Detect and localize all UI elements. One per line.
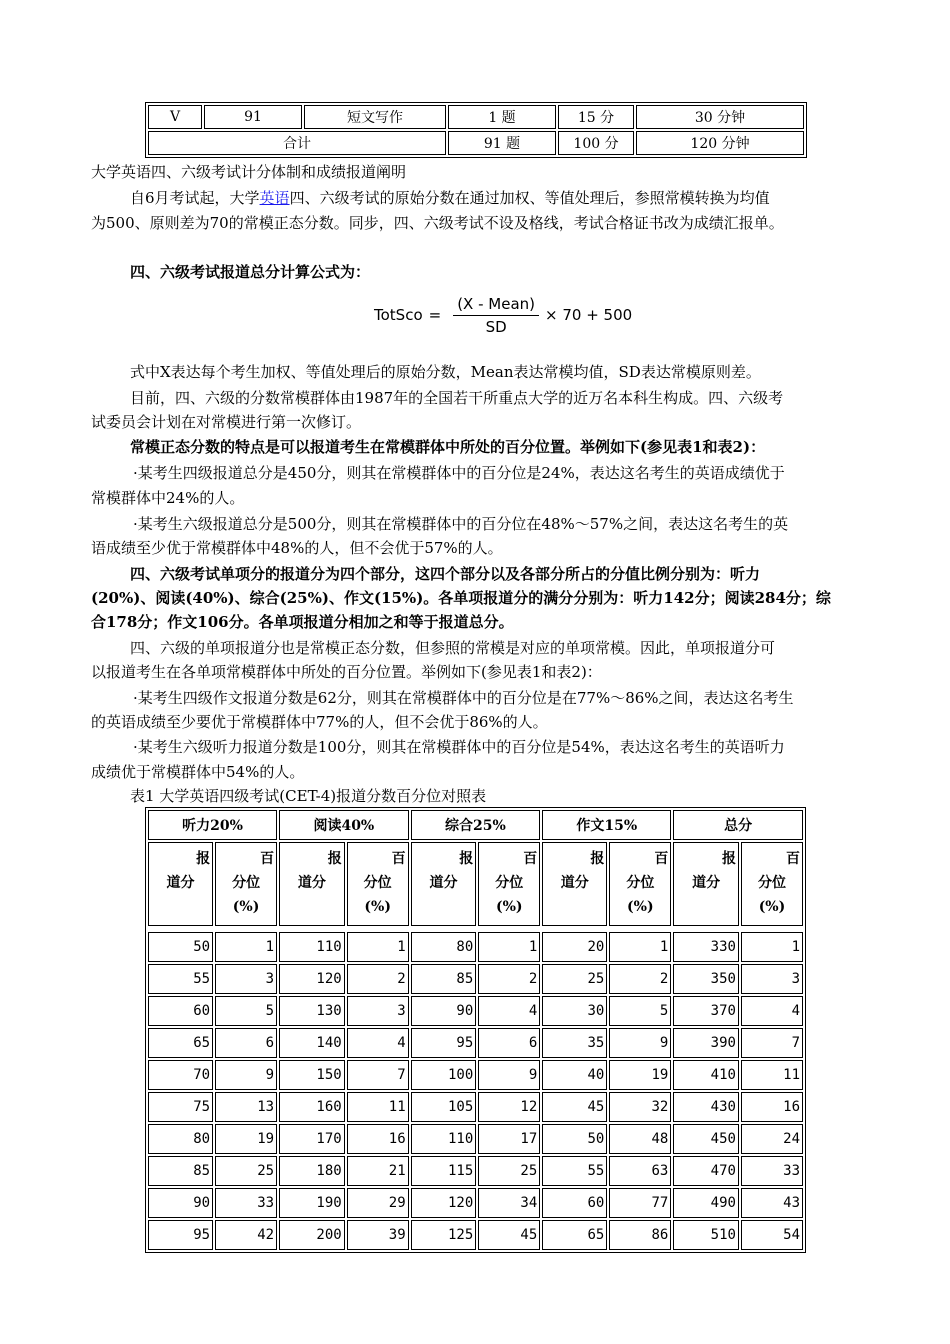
header-line: 道分	[560, 875, 589, 891]
table-row	[148, 1220, 803, 1250]
score-cell: 120	[279, 964, 345, 994]
percentile-cell: 2	[478, 964, 540, 994]
table-row	[148, 131, 804, 155]
header-line: 分位	[495, 875, 524, 891]
formula-equals: =	[428, 306, 442, 324]
score-cell: 90	[148, 1188, 213, 1218]
percentile-cell: 1	[609, 932, 671, 962]
percentile-cell: 21	[347, 1156, 409, 1186]
score-cell: 90	[411, 996, 477, 1026]
table-body	[148, 932, 803, 1250]
table-row	[148, 1060, 803, 1090]
score-cell: 35	[542, 1028, 607, 1058]
score-cell: 140	[279, 1028, 345, 1058]
percentile-cell: 1	[347, 932, 409, 962]
score-cell: 100	[411, 1060, 477, 1090]
percentile-column-header	[741, 842, 803, 926]
group-header-row	[148, 810, 803, 840]
table-row	[148, 1124, 803, 1154]
score-column-header	[411, 842, 477, 926]
formula-lhs: TotSco	[374, 306, 423, 324]
percentile-cell: 16	[741, 1092, 803, 1122]
score-cell: 80	[411, 932, 477, 962]
score-column-header	[673, 842, 739, 926]
percentile-cell: 42	[215, 1220, 277, 1250]
score-cell: 110	[411, 1124, 477, 1154]
score-formula	[374, 290, 632, 340]
percentile-cell: 16	[347, 1124, 409, 1154]
percentile-cell: 4	[347, 1028, 409, 1058]
header-line: 分位	[363, 875, 392, 891]
table-cell: 30 分钟	[636, 105, 804, 129]
formula-rhs: × 70 + 500	[545, 306, 633, 324]
group-header: 阅读40%	[279, 810, 409, 840]
exam-structure-table	[145, 102, 807, 158]
paragraph-line: 目前，四、六级的分数常模群体由1987年的全国若干所重点大学的近万名本科生构成。四、六级考	[130, 389, 784, 407]
score-cell: 430	[673, 1092, 739, 1122]
header-line: 道分	[166, 875, 195, 891]
table-row	[148, 932, 803, 962]
score-cell: 115	[411, 1156, 477, 1186]
header-line: 道分	[297, 875, 326, 891]
paragraph-line-bold: (20%)、阅读(40%)、综合(25%)、作文(15%)。各单项报道分的满分分别为：听力142分；阅读284分；综	[91, 589, 831, 607]
percentile-cell: 5	[215, 996, 277, 1026]
table-row	[148, 1156, 803, 1186]
bullet-line: ·某考生六级报道总分是500分，则其在常模群体中的百分位在48%～57%之间，表达这名考生的英	[133, 515, 789, 533]
header-line: 报	[327, 851, 342, 867]
score-cell: 60	[542, 1188, 607, 1218]
score-cell: 95	[411, 1028, 477, 1058]
score-cell: 160	[279, 1092, 345, 1122]
table-row	[148, 1188, 803, 1218]
table-cell: 100 分	[558, 131, 634, 155]
score-cell: 85	[411, 964, 477, 994]
formula-heading: 四、六级考试报道总分计算公式为：	[130, 263, 371, 281]
score-cell: 410	[673, 1060, 739, 1090]
score-cell: 45	[542, 1092, 607, 1122]
formula-denominator: SD	[485, 317, 507, 336]
section-title: 大学英语四、六级考试计分体制和成绩报道阐明	[91, 163, 407, 181]
header-line: 百	[523, 851, 538, 867]
percentile-cell: 11	[347, 1092, 409, 1122]
score-cell: 95	[148, 1220, 213, 1250]
bullet-line: 语成绩至少优于常模群体中48%的人，但不会优于57%的人。	[91, 539, 503, 557]
score-cell: 70	[148, 1060, 213, 1090]
score-column-header	[279, 842, 345, 926]
score-column-header	[148, 842, 213, 926]
paragraph-line	[130, 188, 770, 208]
percentile-column-header	[609, 842, 671, 926]
percentile-cell: 5	[609, 996, 671, 1026]
score-cell: 490	[673, 1188, 739, 1218]
sub-header-row	[148, 842, 803, 926]
formula-numerator: (X - Mean)	[453, 295, 539, 316]
score-column-header	[542, 842, 607, 926]
table-cell: V	[148, 105, 202, 129]
percentile-cell: 39	[347, 1220, 409, 1250]
bullet-line: ·某考生四级报道总分是450分，则其在常模群体中的百分位是24%，表达这名考生的英语成绩优于	[133, 464, 785, 482]
bullet-line: ·某考生四级作文报道分数是62分，则其在常模群体中的百分位是在77%～86%之间，表达这名考生	[133, 689, 794, 707]
header-line: 百	[786, 851, 800, 867]
formula-fraction	[453, 295, 539, 336]
table-row	[148, 996, 803, 1026]
percentile-cell: 63	[609, 1156, 671, 1186]
percentile-cell: 1	[741, 932, 803, 962]
header-line: 百	[654, 851, 669, 867]
score-cell: 20	[542, 932, 607, 962]
text-span: 四、六级考试的原始分数在通过加权、等值处理后，参照常模转换为均值	[289, 189, 770, 207]
percentile-cell: 4	[741, 996, 803, 1026]
score-cell: 125	[411, 1220, 477, 1250]
table-cell: 1 题	[448, 105, 556, 129]
table-cell: 短文写作	[304, 105, 446, 129]
cet4-percentile-table	[145, 807, 806, 1253]
bullet-line: 常模群体中24%的人。	[91, 489, 245, 507]
percentile-cell: 86	[609, 1220, 671, 1250]
english-link[interactable]: 英语	[259, 189, 290, 207]
score-cell: 50	[542, 1124, 607, 1154]
percentile-cell: 7	[347, 1060, 409, 1090]
table-cell: 91 题	[448, 131, 556, 155]
bullet-line: ·某考生六级听力报道分数是100分，则其在常模群体中的百分位是54%，表达这名考生的英语听力	[133, 738, 785, 756]
percentile-cell: 33	[741, 1156, 803, 1186]
paragraph-line-bold: 常模正态分数的特点是可以报道考生在常模群体中所处的百分位置。举例如下(参见表1和表2)：	[130, 438, 766, 456]
percentile-cell: 32	[609, 1092, 671, 1122]
table-cell: 120 分钟	[636, 131, 804, 155]
percentile-column-header	[215, 842, 277, 926]
paragraph-line: 试委员会计划在对常模进行第一次修订。	[91, 413, 362, 431]
header-line: 报	[721, 851, 736, 867]
table-head	[148, 810, 803, 930]
header-line: (%)	[364, 899, 391, 915]
percentile-cell: 25	[215, 1156, 277, 1186]
percentile-cell: 3	[347, 996, 409, 1026]
percentile-cell: 7	[741, 1028, 803, 1058]
header-line: 道分	[429, 875, 458, 891]
paragraph-line: 四、六级的单项报道分也是常模正态分数，但参照的常模是对应的单项常模。因此，单项报道分可	[130, 639, 776, 657]
score-cell: 120	[411, 1188, 477, 1218]
table-cell: 15 分	[558, 105, 634, 129]
header-line: 报	[196, 851, 211, 867]
paragraph-line: 为500、原则差为70的常模正态分数。同步，四、六级考试不设及格线，考试合格证书改为成绩汇报单。	[91, 214, 784, 232]
header-line: 分位	[757, 875, 786, 891]
score-cell: 450	[673, 1124, 739, 1154]
score-cell: 180	[279, 1156, 345, 1186]
paragraph-line: 式中X表达每个考生加权、等值处理后的原始分数，Mean表达常模均值，SD表达常模原则差。	[130, 363, 761, 381]
header-line: (%)	[495, 899, 523, 915]
spacer-row	[148, 928, 803, 930]
table-row	[148, 105, 804, 129]
group-header: 综合25%	[411, 810, 541, 840]
percentile-cell: 25	[478, 1156, 540, 1186]
percentile-cell: 45	[478, 1220, 540, 1250]
header-line: 分位	[232, 875, 261, 891]
percentile-cell: 11	[741, 1060, 803, 1090]
score-cell: 40	[542, 1060, 607, 1090]
score-cell: 390	[673, 1028, 739, 1058]
score-cell: 25	[542, 964, 607, 994]
percentile-cell: 33	[215, 1188, 277, 1218]
score-cell: 170	[279, 1124, 345, 1154]
score-cell: 65	[148, 1028, 213, 1058]
percentile-column-header	[347, 842, 409, 926]
paragraph-line: 以报道考生在各单项常模群体中所处的百分位置。举例如下(参见表1和表2)：	[91, 663, 602, 681]
header-line: 百	[391, 851, 406, 867]
percentile-cell: 3	[741, 964, 803, 994]
score-cell: 200	[279, 1220, 345, 1250]
score-cell: 130	[279, 996, 345, 1026]
header-line: (%)	[627, 899, 654, 915]
percentile-cell: 3	[215, 964, 277, 994]
percentile-cell: 77	[609, 1188, 671, 1218]
score-cell: 330	[673, 932, 739, 962]
table-caption: 表1 大学英语四级考试(CET-4)报道分数百分位对照表	[130, 787, 487, 805]
percentile-cell: 6	[215, 1028, 277, 1058]
percentile-cell: 54	[741, 1220, 803, 1250]
percentile-cell: 48	[609, 1124, 671, 1154]
group-header: 作文15%	[542, 810, 671, 840]
percentile-cell: 9	[215, 1060, 277, 1090]
header-line: 报	[459, 851, 474, 867]
group-header: 总分	[673, 810, 803, 840]
score-cell: 190	[279, 1188, 345, 1218]
score-cell: 75	[148, 1092, 213, 1122]
percentile-cell: 34	[478, 1188, 540, 1218]
score-cell: 510	[673, 1220, 739, 1250]
table-row	[148, 1028, 803, 1058]
percentile-cell: 29	[347, 1188, 409, 1218]
percentile-cell: 4	[478, 996, 540, 1026]
header-line: (%)	[758, 899, 786, 915]
percentile-cell: 24	[741, 1124, 803, 1154]
score-cell: 110	[279, 932, 345, 962]
score-cell: 30	[542, 996, 607, 1026]
score-cell: 55	[542, 1156, 607, 1186]
header-line: 报	[590, 851, 605, 867]
group-header: 听力20%	[148, 810, 277, 840]
percentile-cell: 43	[741, 1188, 803, 1218]
percentile-cell: 13	[215, 1092, 277, 1122]
percentile-cell: 19	[609, 1060, 671, 1090]
score-cell: 80	[148, 1124, 213, 1154]
percentile-cell: 2	[609, 964, 671, 994]
bullet-line: 成绩优于常模群体中54%的人。	[91, 763, 305, 781]
percentile-cell: 1	[215, 932, 277, 962]
percentile-cell: 9	[609, 1028, 671, 1058]
percentile-cell: 6	[478, 1028, 540, 1058]
score-cell: 150	[279, 1060, 345, 1090]
score-cell: 470	[673, 1156, 739, 1186]
header-line: 分位	[626, 875, 655, 891]
header-line: 道分	[692, 875, 721, 891]
score-cell: 55	[148, 964, 213, 994]
percentile-cell: 2	[347, 964, 409, 994]
score-cell: 85	[148, 1156, 213, 1186]
percentile-cell: 12	[478, 1092, 540, 1122]
score-cell: 60	[148, 996, 213, 1026]
paragraph-line-bold: 合178分；作文106分。各单项报道分相加之和等于报道总分。	[91, 613, 514, 631]
header-line: 百	[260, 851, 275, 867]
table-cell: 91	[204, 105, 302, 129]
score-cell: 105	[411, 1092, 477, 1122]
text-span: 自6月考试起，大学	[130, 189, 260, 207]
percentile-column-header	[478, 842, 540, 926]
percentile-cell: 19	[215, 1124, 277, 1154]
score-cell: 50	[148, 932, 213, 962]
score-cell: 350	[673, 964, 739, 994]
table-row	[148, 964, 803, 994]
bullet-line: 的英语成绩至少要优于常模群体中77%的人，但不会优于86%的人。	[91, 713, 548, 731]
percentile-cell: 9	[478, 1060, 540, 1090]
score-cell: 65	[542, 1220, 607, 1250]
table-cell: 合计	[148, 131, 446, 155]
percentile-cell: 17	[478, 1124, 540, 1154]
paragraph-line-bold: 四、六级考试单项分的报道分为四个部分，这四个部分以及各部分所占的分值比例分别为：听力	[130, 565, 761, 583]
score-cell: 370	[673, 996, 739, 1026]
percentile-cell: 1	[478, 932, 540, 962]
table-row	[148, 1092, 803, 1122]
spacer-cell	[148, 928, 803, 930]
header-line: (%)	[232, 899, 260, 915]
